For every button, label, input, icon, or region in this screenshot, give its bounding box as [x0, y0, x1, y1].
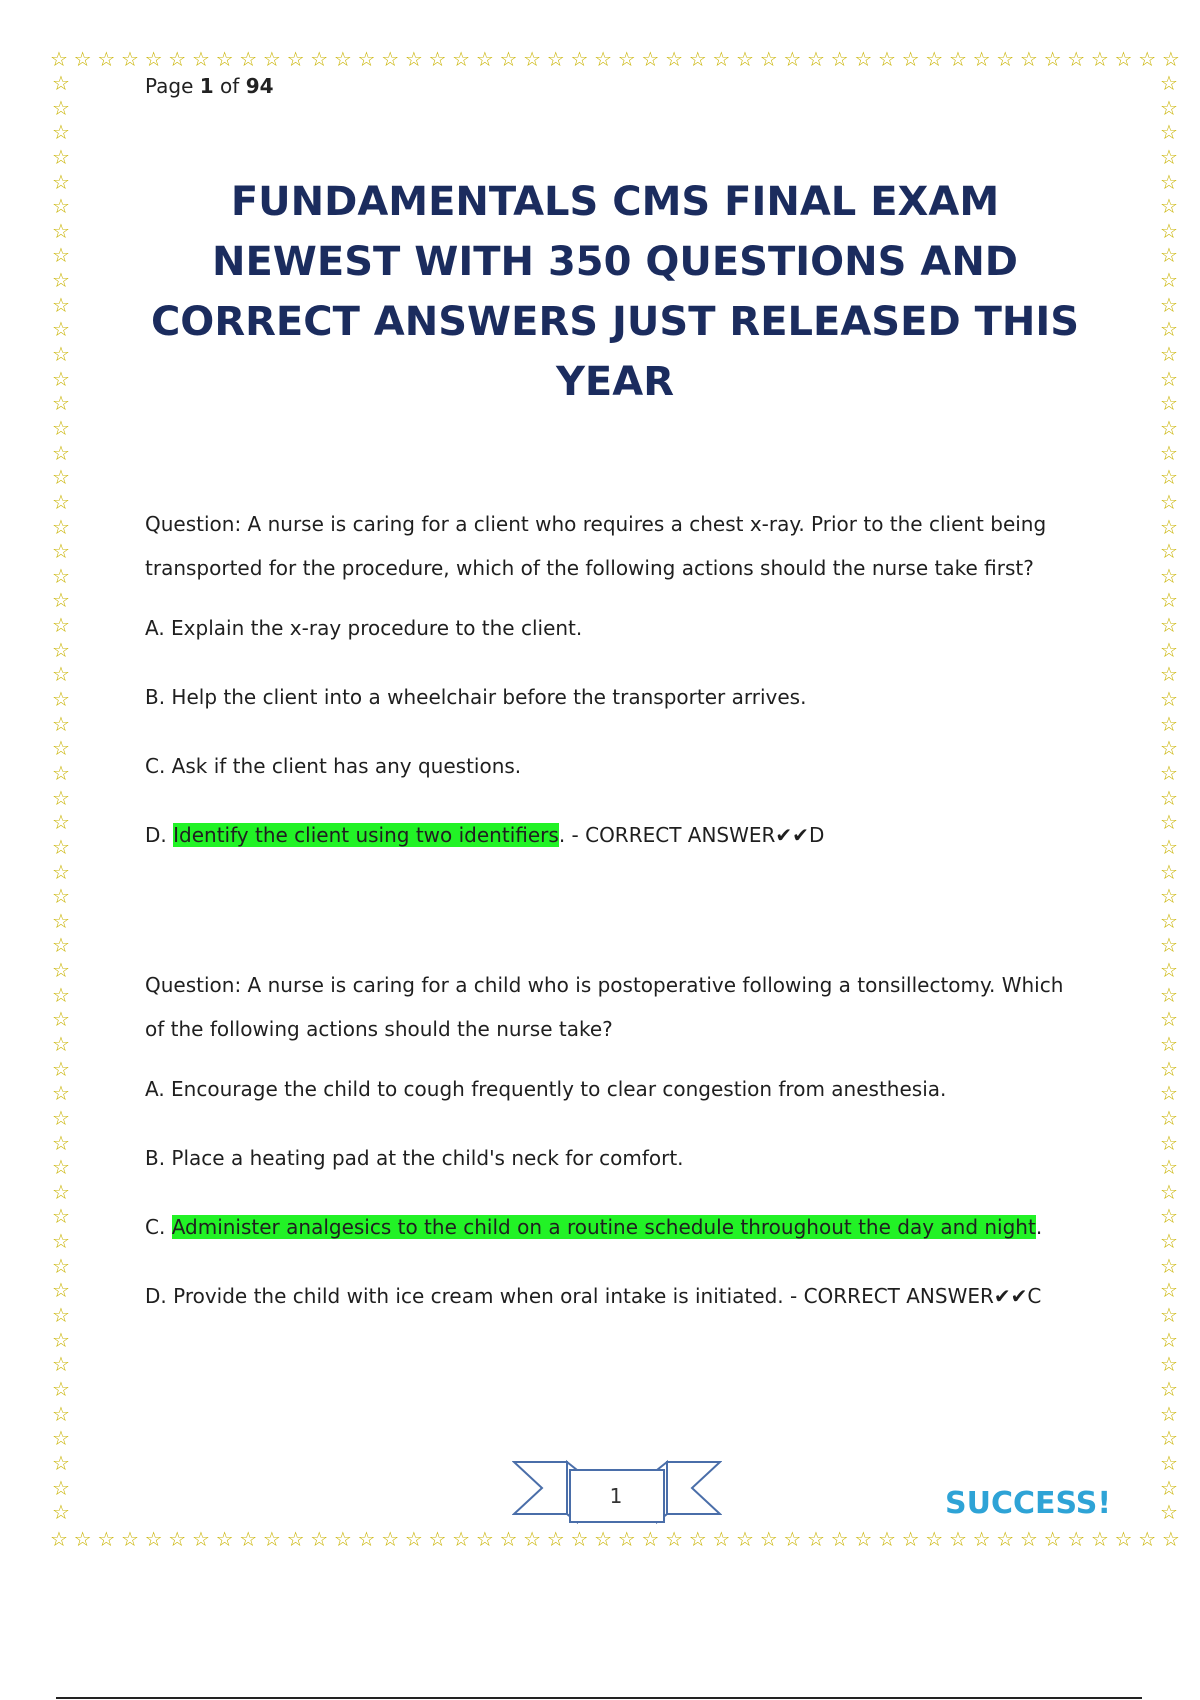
star-icon: ☆: [594, 47, 613, 71]
star-icon: ☆: [357, 1527, 376, 1551]
star-icon: ☆: [1160, 637, 1178, 662]
star-icon: ☆: [1114, 1527, 1133, 1551]
star-icon: ☆: [52, 1401, 70, 1426]
option-b: B. Help the client into a wheelchair before the transporter arrives.: [145, 685, 807, 709]
option-d: D. Provide the child with ice cream when oral intake is initiated. - CORRECT ANSWER✔✔C: [145, 1284, 1042, 1308]
star-icon: ☆: [52, 1450, 70, 1475]
star-icon: ☆: [52, 785, 70, 810]
star-icon: ☆: [570, 47, 589, 71]
star-icon: ☆: [1160, 613, 1178, 638]
star-icon: ☆: [475, 47, 494, 71]
star-icon: ☆: [310, 47, 329, 71]
star-icon: ☆: [52, 933, 70, 958]
star-icon: ☆: [381, 1527, 400, 1551]
star-icon: ☆: [1161, 47, 1180, 71]
star-icon: ☆: [262, 47, 281, 71]
option-a: A. Encourage the child to cough frequently to clear congestion from anesthesia.: [145, 1077, 947, 1101]
star-icon: ☆: [1160, 1426, 1178, 1451]
star-icon: ☆: [52, 563, 70, 588]
star-icon: ☆: [52, 834, 70, 859]
star-icon: ☆: [1160, 1204, 1178, 1229]
star-icon: ☆: [1160, 1450, 1178, 1475]
star-icon: ☆: [996, 47, 1015, 71]
star-icon: ☆: [1160, 588, 1178, 613]
star-icon: ☆: [52, 1007, 70, 1032]
star-icon: ☆: [52, 1105, 70, 1130]
star-icon: ☆: [759, 1527, 778, 1551]
question-text: Question: A nurse is caring for a child who is postoperative following a tonsillectomy. Which of the following actions should the nurse take?: [145, 973, 1064, 1041]
star-icon: ☆: [925, 47, 944, 71]
star-icon: ☆: [1160, 391, 1178, 416]
star-icon: ☆: [52, 1229, 70, 1254]
option-d: D. Identify the client using two identifiers. - CORRECT ANSWER✔✔D: [145, 823, 825, 847]
star-icon: ☆: [877, 47, 896, 71]
star-icon: ☆: [712, 47, 731, 71]
page-number: 1: [609, 1484, 623, 1508]
star-icon: ☆: [52, 292, 70, 317]
success-label: SUCCESS!: [945, 1486, 1112, 1521]
star-icon: ☆: [830, 1527, 849, 1551]
star-icon: ☆: [1160, 194, 1178, 219]
star-icon: ☆: [50, 1527, 68, 1551]
star-icon: ☆: [50, 47, 68, 71]
star-icon: ☆: [52, 1130, 70, 1155]
star-icon: ☆: [523, 47, 542, 71]
star-icon: ☆: [52, 662, 70, 687]
star-icon: ☆: [1160, 95, 1178, 120]
star-icon: ☆: [52, 982, 70, 1007]
star-icon: ☆: [52, 711, 70, 736]
star-icon: ☆: [617, 47, 636, 71]
star-icon: ☆: [546, 47, 565, 71]
star-icon: ☆: [1160, 982, 1178, 1007]
document-title: FUNDAMENTALS CMS FINAL EXAM NEWEST WITH 350 QUESTIONS AND CORRECT ANSWERS JUST RELEASED THIS YEAR: [150, 179, 1080, 405]
star-icon: ☆: [546, 1527, 565, 1551]
star-icon: ☆: [712, 1527, 731, 1551]
star-border-left: [50, 72, 72, 1524]
star-icon: ☆: [1160, 1253, 1178, 1278]
star-icon: ☆: [404, 1527, 423, 1551]
star-icon: ☆: [1160, 144, 1178, 169]
star-icon: ☆: [52, 514, 70, 539]
star-icon: ☆: [52, 218, 70, 243]
star-icon: ☆: [52, 366, 70, 391]
star-icon: ☆: [168, 47, 187, 71]
star-icon: ☆: [452, 47, 471, 71]
star-icon: ☆: [1160, 1352, 1178, 1377]
star-icon: ☆: [1043, 1527, 1062, 1551]
star-icon: ☆: [52, 194, 70, 219]
star-icon: ☆: [73, 1527, 92, 1551]
star-icon: ☆: [1160, 1376, 1178, 1401]
star-icon: ☆: [52, 958, 70, 983]
star-icon: ☆: [239, 1527, 258, 1551]
star-icon: ☆: [286, 1527, 305, 1551]
star-icon: ☆: [52, 687, 70, 712]
star-icon: ☆: [52, 1500, 70, 1525]
star-icon: ☆: [1160, 169, 1178, 194]
star-icon: ☆: [1160, 908, 1178, 933]
star-icon: ☆: [97, 47, 116, 71]
star-icon: ☆: [1160, 1155, 1178, 1180]
star-icon: ☆: [52, 539, 70, 564]
star-icon: ☆: [52, 884, 70, 909]
star-icon: ☆: [120, 1527, 139, 1551]
star-icon: ☆: [1114, 47, 1133, 71]
star-icon: ☆: [381, 47, 400, 71]
star-icon: ☆: [830, 47, 849, 71]
star-icon: ☆: [52, 268, 70, 293]
star-icon: ☆: [239, 47, 258, 71]
star-icon: ☆: [52, 243, 70, 268]
star-icon: ☆: [52, 1376, 70, 1401]
star-icon: ☆: [499, 47, 518, 71]
star-border-right: [1158, 72, 1180, 1524]
star-icon: ☆: [523, 1527, 542, 1551]
star-icon: ☆: [901, 47, 920, 71]
star-icon: ☆: [52, 415, 70, 440]
star-icon: ☆: [877, 1527, 896, 1551]
star-icon: ☆: [1160, 1475, 1178, 1500]
star-icon: ☆: [1160, 736, 1178, 761]
star-icon: ☆: [1160, 1401, 1178, 1426]
star-icon: ☆: [120, 47, 139, 71]
star-icon: ☆: [1043, 47, 1062, 71]
star-icon: ☆: [52, 760, 70, 785]
star-icon: ☆: [52, 908, 70, 933]
star-icon: ☆: [52, 1327, 70, 1352]
correct-answer-highlight: Identify the client using two identifiers: [173, 823, 559, 847]
star-icon: ☆: [948, 47, 967, 71]
star-icon: ☆: [1160, 1130, 1178, 1155]
star-icon: ☆: [1067, 47, 1086, 71]
star-icon: ☆: [97, 1527, 116, 1551]
star-icon: ☆: [168, 1527, 187, 1551]
star-icon: ☆: [52, 95, 70, 120]
star-icon: ☆: [52, 71, 70, 95]
star-icon: ☆: [1160, 933, 1178, 958]
star-icon: ☆: [52, 144, 70, 169]
star-icon: ☆: [1160, 958, 1178, 983]
star-icon: ☆: [1160, 810, 1178, 835]
star-border-top: [50, 48, 1180, 70]
star-icon: ☆: [1160, 440, 1178, 465]
star-icon: ☆: [52, 1426, 70, 1451]
star-icon: ☆: [783, 47, 802, 71]
star-icon: ☆: [1160, 1303, 1178, 1328]
star-icon: ☆: [1160, 465, 1178, 490]
star-icon: ☆: [1160, 884, 1178, 909]
star-icon: ☆: [144, 47, 163, 71]
star-icon: ☆: [641, 1527, 660, 1551]
correct-answer-highlight: Administer analgesics to the child on a routine schedule throughout the day and night: [171, 1215, 1036, 1239]
star-icon: ☆: [1138, 1527, 1157, 1551]
correct-answer-label: . - CORRECT ANSWER✔✔D: [558, 823, 825, 847]
star-icon: ☆: [499, 1527, 518, 1551]
star-icon: ☆: [807, 1527, 825, 1551]
star-icon: ☆: [1090, 47, 1109, 71]
page-indicator: Page 1 of 94: [145, 74, 274, 98]
star-icon: ☆: [1160, 120, 1178, 145]
star-icon: ☆: [641, 47, 660, 71]
star-icon: ☆: [52, 1155, 70, 1180]
star-icon: ☆: [1160, 539, 1178, 564]
star-icon: ☆: [1067, 1527, 1086, 1551]
star-icon: ☆: [854, 1527, 873, 1551]
star-icon: ☆: [428, 47, 447, 71]
star-icon: ☆: [52, 1204, 70, 1229]
star-icon: ☆: [1160, 1327, 1178, 1352]
star-icon: ☆: [665, 47, 683, 71]
star-icon: ☆: [1160, 317, 1178, 342]
option-b: B. Place a heating pad at the child's neck for comfort.: [145, 1146, 684, 1170]
star-icon: ☆: [1160, 834, 1178, 859]
star-icon: ☆: [310, 1527, 329, 1551]
star-icon: ☆: [1160, 785, 1178, 810]
star-icon: ☆: [1160, 1105, 1178, 1130]
star-icon: ☆: [594, 1527, 613, 1551]
bottom-rule: [56, 1697, 1142, 1699]
star-icon: ☆: [570, 1527, 589, 1551]
star-icon: ☆: [52, 1179, 70, 1204]
star-icon: ☆: [688, 47, 707, 71]
star-icon: ☆: [1160, 1031, 1178, 1056]
star-icon: ☆: [52, 169, 70, 194]
star-icon: ☆: [1160, 489, 1178, 514]
star-icon: ☆: [1160, 218, 1178, 243]
star-icon: ☆: [854, 47, 873, 71]
star-icon: ☆: [1160, 760, 1178, 785]
star-icon: ☆: [1160, 1007, 1178, 1032]
star-icon: ☆: [1160, 292, 1178, 317]
star-icon: ☆: [1160, 71, 1178, 95]
star-icon: ☆: [452, 1527, 471, 1551]
star-icon: ☆: [736, 47, 754, 71]
star-icon: ☆: [901, 1527, 920, 1551]
star-icon: ☆: [404, 47, 423, 71]
star-icon: ☆: [759, 47, 778, 71]
star-icon: ☆: [52, 1475, 70, 1500]
star-icon: ☆: [52, 810, 70, 835]
star-icon: ☆: [1160, 1229, 1178, 1254]
star-icon: ☆: [215, 1527, 234, 1551]
page-current: 1: [199, 74, 214, 98]
star-icon: ☆: [144, 1527, 163, 1551]
star-icon: ☆: [1138, 47, 1157, 71]
star-icon: ☆: [972, 1527, 991, 1551]
star-icon: ☆: [925, 1527, 944, 1551]
star-icon: ☆: [52, 1352, 70, 1377]
star-icon: ☆: [52, 1056, 70, 1081]
star-icon: ☆: [52, 1253, 70, 1278]
star-icon: ☆: [1160, 687, 1178, 712]
star-icon: ☆: [1090, 1527, 1109, 1551]
star-icon: ☆: [1160, 415, 1178, 440]
star-icon: ☆: [52, 613, 70, 638]
star-icon: ☆: [1160, 859, 1178, 884]
star-icon: ☆: [1160, 711, 1178, 736]
star-icon: ☆: [1160, 1056, 1178, 1081]
star-icon: ☆: [688, 1527, 707, 1551]
star-icon: ☆: [52, 465, 70, 490]
star-icon: ☆: [357, 47, 376, 71]
star-icon: ☆: [948, 1527, 967, 1551]
star-icon: ☆: [333, 1527, 352, 1551]
star-icon: ☆: [215, 47, 234, 71]
star-icon: ☆: [617, 1527, 636, 1551]
star-icon: ☆: [807, 47, 825, 71]
question-block-1: [145, 502, 1085, 849]
star-icon: ☆: [52, 859, 70, 884]
star-icon: ☆: [52, 120, 70, 145]
star-icon: ☆: [1160, 1179, 1178, 1204]
star-icon: ☆: [475, 1527, 494, 1551]
star-icon: ☆: [783, 1527, 802, 1551]
star-icon: ☆: [52, 637, 70, 662]
star-icon: ☆: [333, 47, 352, 71]
star-icon: ☆: [52, 1081, 70, 1106]
star-icon: ☆: [1019, 1527, 1038, 1551]
star-icon: ☆: [52, 317, 70, 342]
star-icon: ☆: [52, 588, 70, 613]
star-icon: ☆: [73, 47, 92, 71]
star-icon: ☆: [1160, 1081, 1178, 1106]
question-block-2: [145, 963, 1085, 1310]
star-icon: ☆: [52, 1031, 70, 1056]
star-icon: ☆: [52, 1303, 70, 1328]
option-a: A. Explain the x-ray procedure to the client.: [145, 616, 583, 640]
star-border-bottom: [50, 1528, 1180, 1550]
question-text: Question: A nurse is caring for a client who requires a chest x-ray. Prior to the client being transported for the procedure, which of the following actions should the nurse take first?: [145, 512, 1047, 580]
star-icon: ☆: [1160, 342, 1178, 367]
star-icon: ☆: [191, 47, 210, 71]
star-icon: ☆: [52, 489, 70, 514]
star-icon: ☆: [52, 391, 70, 416]
star-icon: ☆: [736, 1527, 754, 1551]
page-total: 94: [245, 74, 274, 98]
option-c: C. Ask if the client has any questions.: [145, 754, 522, 778]
star-icon: ☆: [972, 47, 991, 71]
star-icon: ☆: [1160, 366, 1178, 391]
star-icon: ☆: [52, 736, 70, 761]
star-icon: ☆: [1160, 662, 1178, 687]
star-icon: ☆: [52, 342, 70, 367]
star-icon: ☆: [52, 1278, 70, 1303]
star-icon: ☆: [665, 1527, 683, 1551]
star-icon: ☆: [1160, 1278, 1178, 1303]
star-icon: ☆: [191, 1527, 210, 1551]
star-icon: ☆: [996, 1527, 1015, 1551]
star-icon: ☆: [262, 1527, 281, 1551]
star-icon: ☆: [1160, 243, 1178, 268]
star-icon: ☆: [1160, 514, 1178, 539]
star-icon: ☆: [286, 47, 305, 71]
option-c: C. Administer analgesics to the child on a routine schedule throughout the day and night.: [145, 1215, 1043, 1239]
star-icon: ☆: [1160, 268, 1178, 293]
star-icon: ☆: [1019, 47, 1038, 71]
star-icon: ☆: [1160, 563, 1178, 588]
star-icon: ☆: [1161, 1527, 1180, 1551]
star-icon: ☆: [1160, 1500, 1178, 1525]
star-icon: ☆: [52, 440, 70, 465]
star-icon: ☆: [428, 1527, 447, 1551]
